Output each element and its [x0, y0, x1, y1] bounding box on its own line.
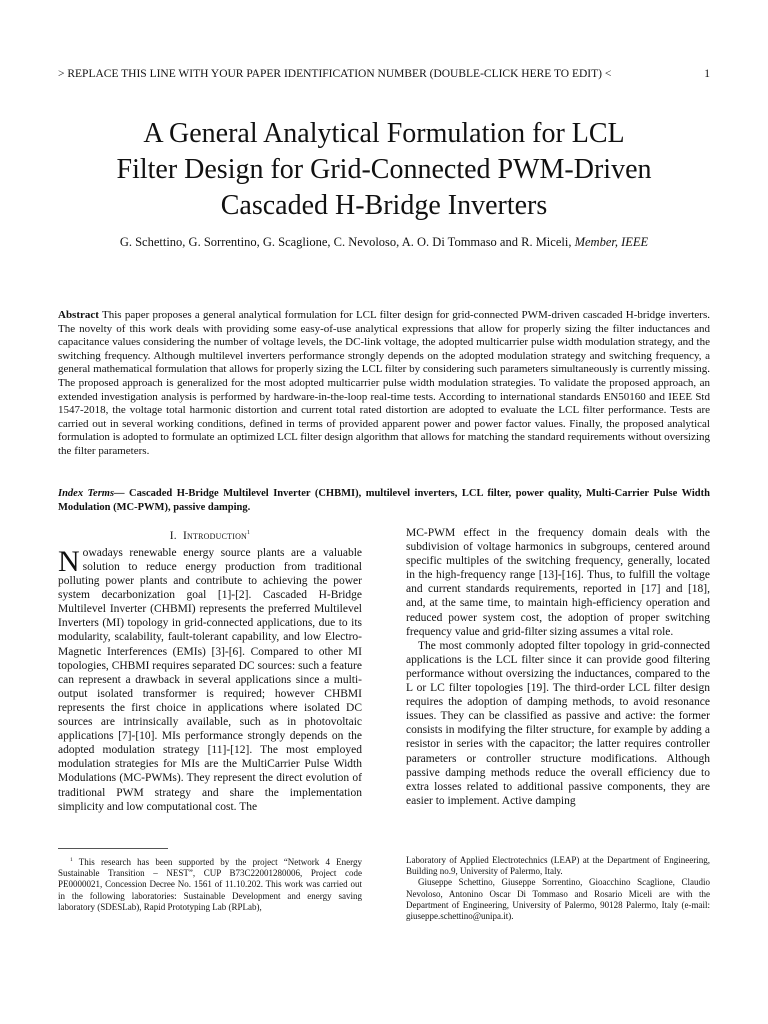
body-paragraph: The most commonly adopted filter topology in grid-connected applications is the LCL filter since it can provide good filtering performance without oversizing the inductances, compared to the L or LC filter topologies [19]. The third-order LCL filter design requires the adoption of damping methods, to avoid resonance issues. They can be classified as passive and active: the former consists in modifying the filter structure, for example by adding a resistor in series with the capacitor; the latter requires controller parameters or controller structure modifications. Although passive damping methods reduce the overall efficiency due to extra losses related to additional passive components, they are easier to implement. Active damping — [406, 639, 710, 807]
section-heading — [58, 526, 362, 543]
title-line: A General Analytical Formulation for LCL — [143, 118, 625, 149]
body-paragraph: MC-PWM effect in the frequency domain deals with the subdivision of voltage harmonics in subgroups, centered around specific multiples of the switching frequency, generally, located in the high-frequency range [13]-[16]. Thus, to fulfill the voltage and current standards requirements, reported in [17] and [18], and, at the same time, to maintain high-efficiency operation and reduced power system cost, the adoption of proper switching frequency value and grid-filter sizing assumes a vital role. — [406, 527, 710, 638]
intro-paragraph-text: owadays renewable energy source plants are a valuable solution to reduce energy production from traditional polluting power plants and contribute to achieving the power system decarbonization goal [1]-[2]. Cascaded H-Bridge Multilevel Inverter (CHBMI) represents the preferred Multilevel Inverters (MI) topology in grid-connected applications, due to its modularity, scalability, fault-tolerant capability, and low Electro-Magnetic Interferences (EMIs) [3]-[6]. Compared to other MI topologies, CHBMI requires separated DC sources: such a feature can represent a drawback in several applications since a multi-output isolated transformer is required; however CHBMI represents the first choice in applications where isolated DC sources are intrinsically available, such as in photovoltaic applications [7]-[10]. MIs performance strongly depends on the adopted modulation strategy [11]-[12]. The most employed modulation strategies for MIs are the MultiCarrier Pulse Width Modulations (MC-PWMs). They represent the direct evolution of traditional PWM strategy and share the implementation simplicity and low computational cost. The — [58, 546, 362, 813]
abstract-text: This paper proposes a general analytical formulation for LCL filter design for grid-connected PWM-driven cascaded H-bridge inverters. The novelty of this work deals with providing some easy-of-use analytical expressions that allow for properly sizing the filter inductances and capacitance values considering the number of voltage levels, the DC-link voltage, the adopted multicarrier pulse width modulation strategy, and the switching frequency. Although multilevel inverters performance strongly depends on the adopted modulation strategy and switching frequency, a general mathematical formulation that allows for properly sizing the LCL filter by considering such parameters simultaneously is currently missing. The proposed approach is generalized for the most adopted multicarrier pulse width modulation strategies. To validate the proposed approach, an extended investigation analysis is performed by hardware-in-the-loop real-time tests. According to international standards EN50160 and IEEE Std 1547-2018, the voltage total harmonic distortion and current total rated distortion are adopted to evaluate the LCL filter performance. Tests are carried out in several working conditions, defined in terms of provided apparent power and power factor values. Finally, the proposed analytical formulation is adopted to formulate an optimized LCL filter design algorithm that allows for matching the standard requirements without oversizing the filter parameters. — [58, 309, 710, 457]
author-names: G. Schettino, G. Sorrentino, G. Scaglione, C. Nevoloso, A. O. Di Tommaso and R. Miceli, — [119, 235, 572, 249]
index-terms-label: Index Terms — [58, 488, 115, 499]
footnote-rule — [58, 848, 168, 849]
footnote-mark: 1 — [247, 530, 251, 536]
intro-paragraph — [58, 546, 362, 814]
title-line: Filter Design for Grid-Connected PWM-Driven — [116, 154, 652, 185]
abstract-label: Abstract — [58, 309, 99, 321]
footnote-text: Laboratory of Applied Electrotechnics (LEAP) at the Department of Engineering, Building no.9, University of Palermo, Italy. — [406, 855, 710, 877]
running-head-text: > REPLACE THIS LINE WITH YOUR PAPER IDENTIFICATION NUMBER (DOUBLE-CLICK HERE TO EDIT) < — [58, 68, 612, 80]
right-column — [406, 526, 710, 808]
index-terms — [58, 487, 710, 514]
drop-cap: N — [58, 544, 80, 578]
author-list — [60, 235, 708, 250]
running-header — [58, 68, 710, 80]
section-title: Introduction — [183, 529, 248, 542]
abstract — [58, 309, 710, 459]
footnote-left — [58, 855, 362, 913]
footnote-mark: 1 — [70, 857, 73, 863]
index-terms-text: — Cascaded H-Bridge Multilevel Inverter (CHBMI), multilevel inverters, LCL filter, power quality, Multi-Carrier Pulse Width Modulation (MC-PWM), passive damping. — [58, 488, 710, 513]
page-number: 1 — [704, 68, 710, 80]
left-column — [58, 526, 362, 814]
section-numeral: I. — [169, 529, 177, 542]
paper-title — [60, 116, 708, 224]
footnote-text: This research has been supported by the project “Network 4 Energy Sustainable Transition – NEST”, CUP B73C22001280006, Project code PE0000021, Concession Decree No. 1561 of 11.10.202. This work was carried out in the following laboratories: Sustainable Development and energy saving laboratory (SDESLab), Rapid Prototyping Lab (RPLab), — [58, 857, 362, 912]
footnote-right — [406, 855, 710, 922]
footnote-text: Giuseppe Schettino, Giuseppe Sorrentino, Gioacchino Scaglione, Claudio Nevoloso, Antonino Oscar Di Tommaso and Rosario Miceli are with the Department of Engineering, University of Palermo, 90128 Palermo, Italy (e-mail: giuseppe.schettino@unipa.it). — [406, 877, 710, 922]
title-line: Cascaded H-Bridge Inverters — [220, 190, 548, 221]
author-membership: Member, IEEE — [574, 235, 649, 249]
